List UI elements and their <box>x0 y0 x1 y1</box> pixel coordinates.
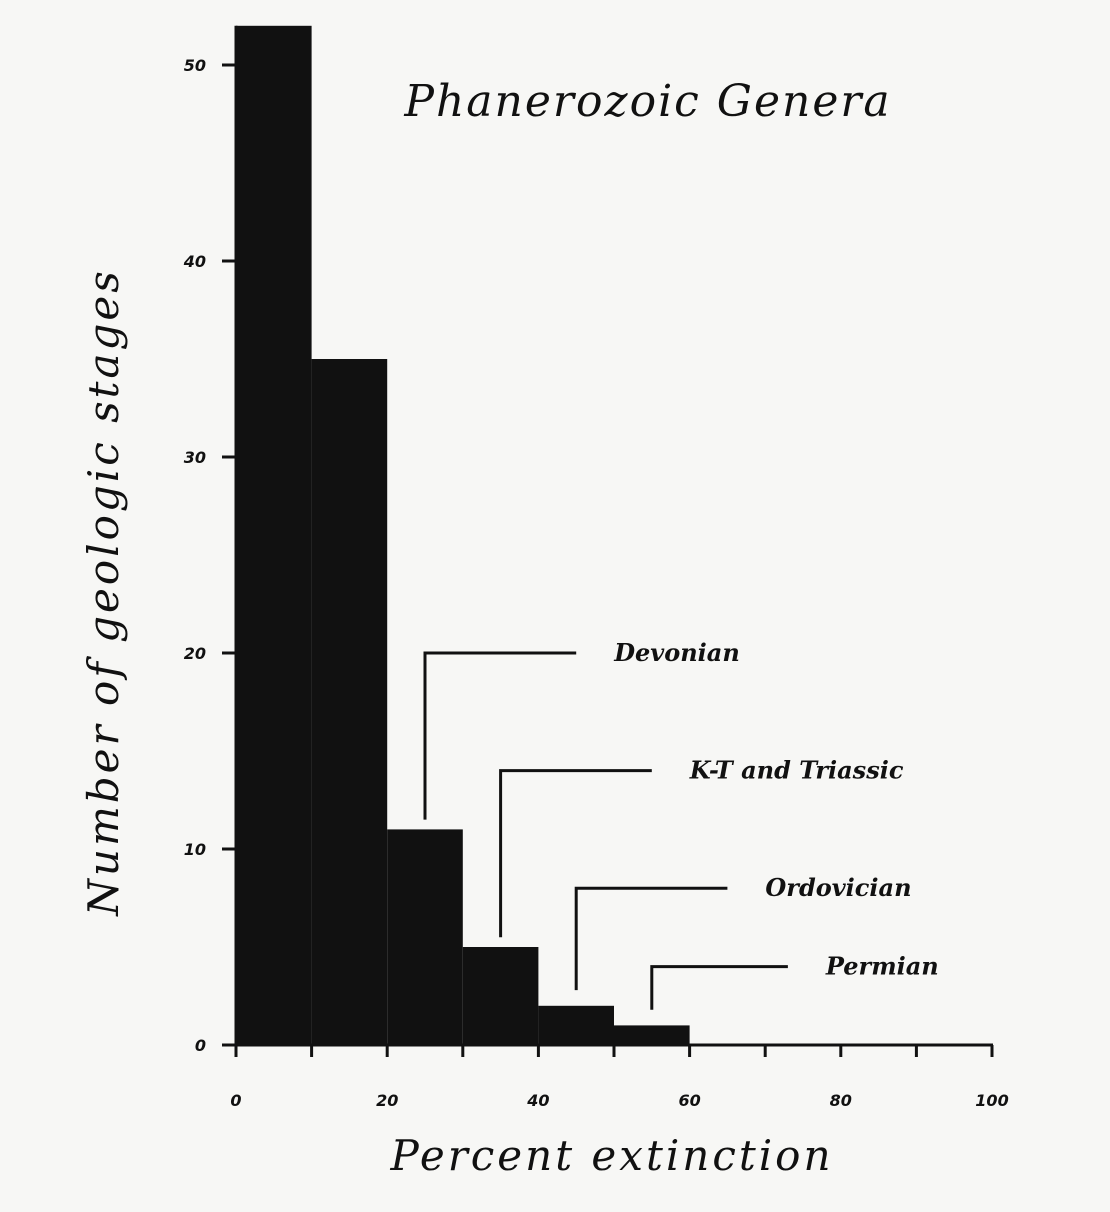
annotation-label-permian: Permian <box>825 951 939 981</box>
y-tick-label-10: 10 <box>183 840 206 859</box>
x-axis-label: Percent extinction <box>390 1131 834 1180</box>
bar-30-40 <box>463 947 539 1045</box>
bar-50-60 <box>614 1025 690 1045</box>
bar-40-50 <box>538 1006 614 1045</box>
y-tick-label-30: 30 <box>183 448 206 467</box>
x-tick-label-100: 100 <box>975 1091 1009 1110</box>
x-tick-label-60: 60 <box>678 1091 701 1110</box>
x-axis-ticks <box>230 1045 1008 1110</box>
y-tick-label-0: 0 <box>194 1036 206 1055</box>
chart-title: Phanerozoic Genera <box>404 76 892 127</box>
annotation-label-ordovician: Ordovician <box>765 873 912 903</box>
x-tick-label-20: 20 <box>376 1091 399 1110</box>
bar-10-20 <box>312 359 388 1045</box>
y-tick-label-40: 40 <box>183 252 206 271</box>
bar-0-10 <box>236 26 312 1045</box>
annotation-label-devonian: Devonian <box>614 638 740 667</box>
x-tick-label-40: 40 <box>527 1091 550 1110</box>
x-tick-label-0: 0 <box>230 1091 242 1110</box>
y-tick-label-50: 50 <box>183 56 206 75</box>
annotation-label-k-t-and-triassic: K-T and Triassic <box>689 755 904 785</box>
y-axis-ticks <box>183 56 236 1055</box>
bars-group <box>236 26 690 1045</box>
y-tick-label-20: 20 <box>183 644 206 663</box>
bar-20-30 <box>387 829 463 1045</box>
annotation-bracket-permian <box>652 967 788 1010</box>
y-axis-label: Number of geologic stages <box>79 268 128 916</box>
x-tick-label-80: 80 <box>829 1091 852 1110</box>
